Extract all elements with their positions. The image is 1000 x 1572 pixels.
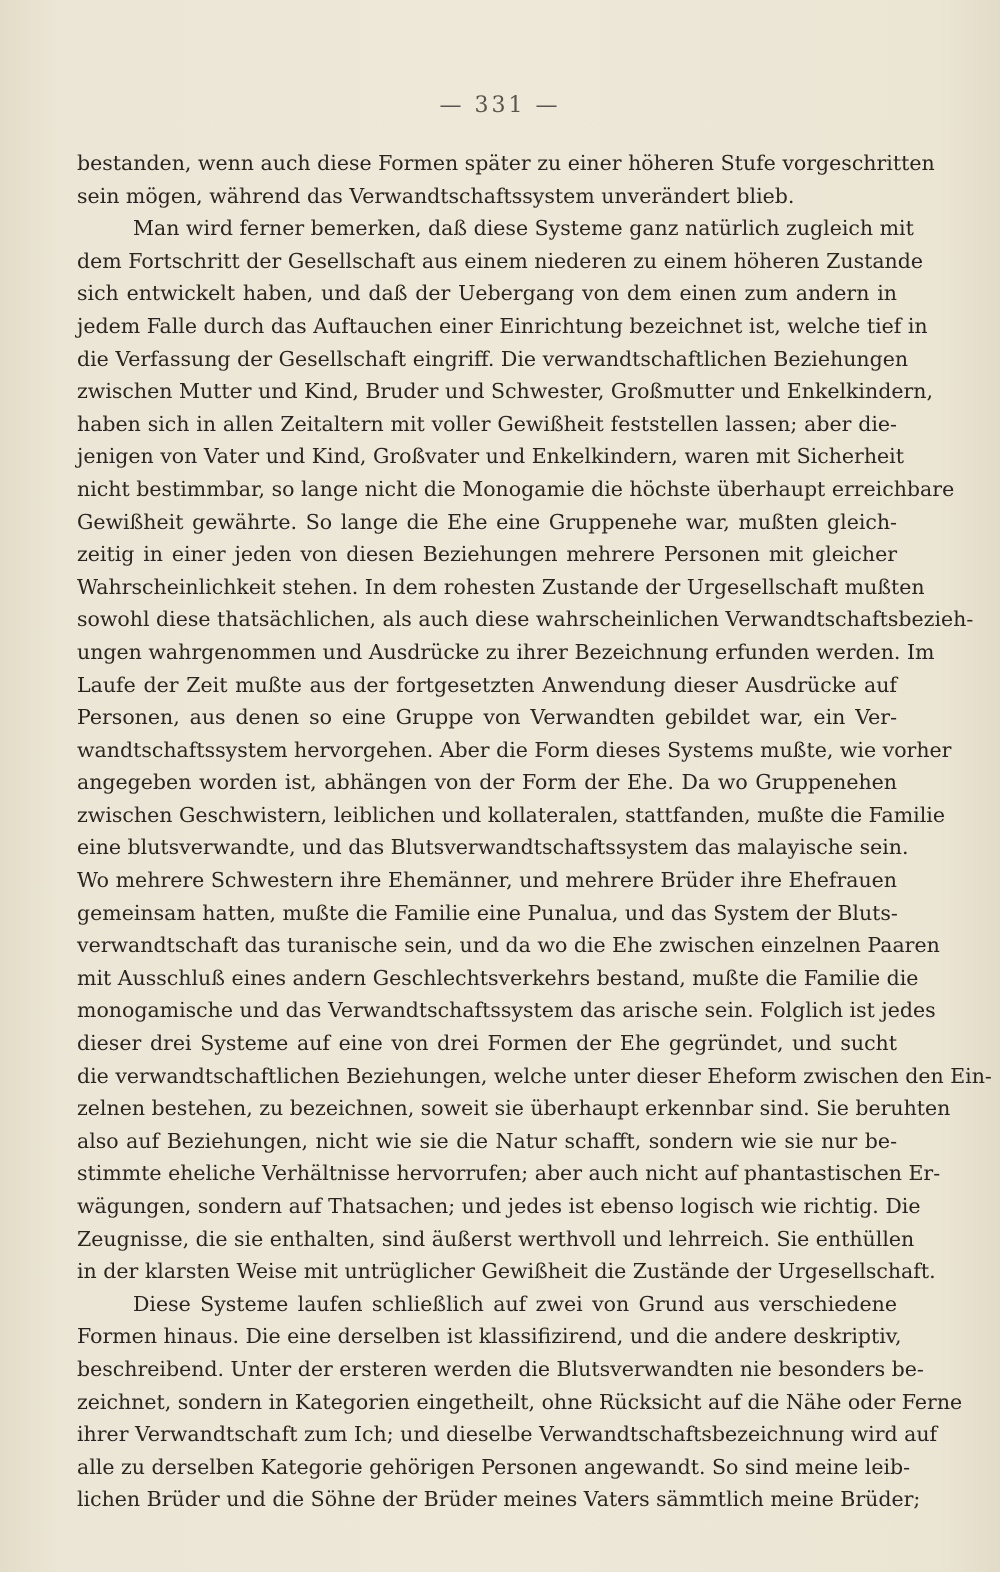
text-line: stimmte eheliche Verhältnisse hervorrufen; aber auch nicht auf phantastischen Er-: [77, 1161, 941, 1186]
text-line: zeitig in einer jeden von diesen Beziehungen mehrere Personen mit gleicher: [77, 542, 897, 567]
body-text: [77, 147, 992, 1516]
text-line: zeichnet, sondern in Kategorien eingetheilt, ohne Rücksicht auf die Nähe oder Ferne: [77, 1389, 963, 1414]
text-line: haben sich in allen Zeitaltern mit voller Gewißheit feststellen lassen; aber die-: [77, 411, 897, 436]
text-line: Diese Systeme laufen schließlich auf zwei von Grund aus verschiedene: [133, 1291, 897, 1316]
text-line: Laufe der Zeit mußte aus der fortgesetzten Anwendung dieser Ausdrücke auf: [77, 672, 897, 697]
text-line: jedem Falle durch das Auftauchen einer Einrichtung bezeichnet ist, welche tief in: [77, 313, 928, 338]
text-line: die verwandtschaftlichen Beziehungen, welche unter dieser Eheform zwischen den Ein-: [77, 1063, 992, 1088]
text-line: bestanden, wenn auch diese Formen später zu einer höheren Stufe vorgeschritten: [77, 151, 935, 175]
text-line: verwandtschaft das turanische sein, und da wo die Ehe zwischen einzelnen Paaren: [77, 933, 940, 958]
text-line: zwischen Geschwistern, leiblichen und kollateralen, stattfanden, mußte die Familie: [77, 802, 945, 827]
text-line: dem Fortschritt der Gesellschaft aus einem niederen zu einem höheren Zustande: [77, 248, 924, 273]
text-line: alle zu derselben Kategorie gehörigen Personen angewandt. So sind meine leib-: [77, 1454, 911, 1479]
text-line: beschreibend. Unter der ersteren werden die Blutsverwandten nie besonders be-: [77, 1356, 924, 1381]
text-line: sein mögen, während das Verwandtschaftssystem unverändert blieb.: [77, 183, 795, 208]
text-line: die Verfassung der Gesellschaft eingriff. Die verwandtschaftlichen Beziehungen: [77, 346, 909, 371]
text-line: wägungen, sondern auf Thatsachen; und jedes ist ebenso logisch wie richtig. Die: [77, 1194, 921, 1218]
text-line: lichen Brüder und die Söhne der Brüder meines Vaters sämmtlich meine Brüder;: [77, 1487, 921, 1512]
text-line: mit Ausschluß eines andern Geschlechtsverkehrs bestand, mußte die Familie die: [77, 965, 919, 990]
text-line: ungen wahrgenommen und Ausdrücke zu ihrer Bezeichnung erfunden werden. Im: [77, 639, 935, 664]
text-line: in der klarsten Weise mit untrüglicher Gewißheit die Zustände der Urgesellschaft.: [77, 1259, 936, 1284]
text-line: also auf Beziehungen, nicht wie sie die Natur schafft, sondern wie sie nur be-: [77, 1128, 897, 1153]
text-line: angegeben worden ist, abhängen von der Form der Ehe. Da wo Gruppenehen: [77, 770, 897, 795]
text-line: sich entwickelt haben, und daß der Uebergang von dem einen zum andern in: [77, 281, 897, 306]
text-line: eine blutsverwandte, und das Blutsverwandtschaftssystem das malayische sein.: [77, 835, 909, 860]
text-line: Personen, aus denen so eine Gruppe von Verwandten gebildet war, ein Ver-: [77, 705, 897, 730]
text-line: Wahrscheinlichkeit stehen. In dem rohesten Zustande der Urgesellschaft mußten: [77, 574, 925, 599]
text-line: gemeinsam hatten, mußte die Familie eine Punalua, und das System der Bluts-: [77, 900, 898, 925]
text-line: zwischen Mutter und Kind, Bruder und Schwester, Großmutter und Enkelkindern,: [77, 379, 933, 404]
text-line: Zeugnisse, die sie enthalten, sind äußerst werthvoll und lehrreich. Sie enthüllen: [77, 1226, 915, 1251]
text-line: zelnen bestehen, zu bezeichnen, soweit sie überhaupt erkennbar sind. Sie beruhten: [77, 1096, 951, 1121]
text-line: Gewißheit gewährte. So lange die Ehe eine Gruppenehe war, mußten gleich-: [77, 509, 897, 534]
text-line: wandtschaftssystem hervorgehen. Aber die Form dieses Systems mußte, wie vorher: [77, 737, 952, 762]
text-line: jenigen von Vater und Kind, Großvater und Enkelkindern, waren mit Sicherheit: [77, 444, 904, 469]
text-line: ihrer Verwandtschaft zum Ich; und dieselbe Verwandtschaftsbezeichnung wird auf: [77, 1422, 938, 1447]
text-line: sowohl diese thatsächlichen, als auch diese wahrscheinlichen Verwandtschaftsbezieh-: [77, 607, 974, 632]
text-line: nicht bestimmbar, so lange nicht die Monogamie die höchste überhaupt erreichbare: [77, 476, 955, 501]
text-line: Man wird ferner bemerken, daß diese Systeme ganz natürlich zugleich mit: [133, 216, 914, 241]
text-line: Formen hinaus. Die eine derselben ist klassifizirend, und die andere deskriptiv,: [77, 1324, 902, 1349]
page-number: — 331 —: [439, 93, 561, 118]
text-line: dieser drei Systeme auf eine von drei Formen der Ehe gegründet, und sucht: [77, 1031, 897, 1056]
text-line: monogamische und das Verwandtschaftssystem das arische sein. Folglich ist jedes: [77, 998, 936, 1023]
text-line: Wo mehrere Schwestern ihre Ehemänner, und mehrere Brüder ihre Ehefrauen: [77, 868, 897, 893]
